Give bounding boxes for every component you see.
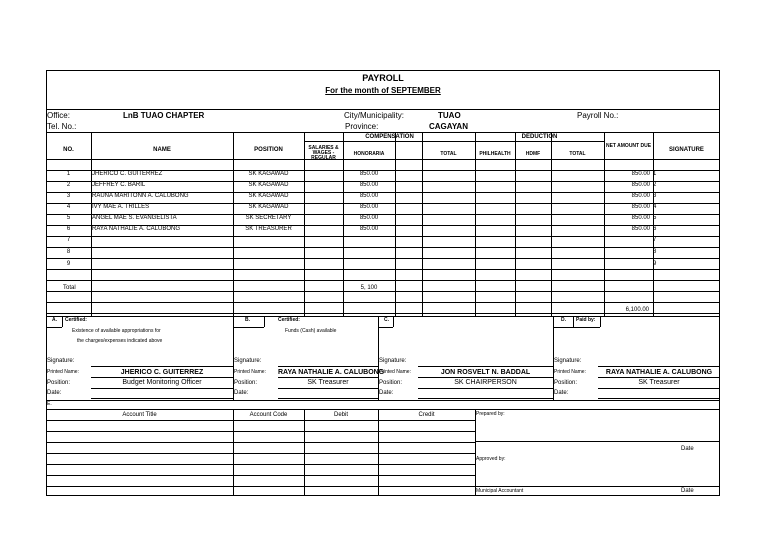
row-net-amount: 850.00 bbox=[631, 215, 650, 221]
row-no: 1 bbox=[66, 171, 71, 177]
cert-d-letter: D. bbox=[561, 317, 566, 323]
row-signature-number: 2 bbox=[653, 182, 657, 188]
table-row-line bbox=[46, 269, 720, 270]
row-net-amount: 850.00 bbox=[631, 204, 650, 210]
row-no: 3 bbox=[66, 193, 71, 199]
compensation-header: COMPENSATION bbox=[365, 134, 414, 140]
row-honoraria: 850.00 bbox=[359, 226, 379, 232]
row-position: SK SECRETARY bbox=[245, 215, 292, 221]
row-name: IVY MAE A. TRILLES bbox=[92, 204, 150, 210]
row-no: 4 bbox=[66, 204, 71, 210]
row-signature-number: 3 bbox=[653, 193, 657, 199]
row-position: SK KAGAWAD bbox=[248, 171, 289, 177]
table-row-line bbox=[46, 236, 720, 237]
journal-prepared-divider bbox=[475, 441, 720, 442]
table-row-line bbox=[46, 247, 720, 248]
signatory-position: SK Treasurer bbox=[307, 379, 349, 386]
row-name: JEFFREY C. BARIL bbox=[92, 182, 146, 188]
col-net-amount: NET AMOUNT DUE bbox=[605, 143, 652, 149]
row-net-amount: 850.00 bbox=[631, 193, 650, 199]
col-signature: SIGNATURE bbox=[669, 147, 704, 153]
printed-name-label: Printed Name: bbox=[554, 369, 586, 375]
journal-account-title: Account Title bbox=[122, 412, 157, 418]
journal-approved-by: Approved by: bbox=[476, 456, 506, 462]
date-label: Date: bbox=[47, 390, 62, 396]
position-label: Position: bbox=[47, 380, 71, 386]
position-label: Position: bbox=[234, 380, 258, 386]
row-net-amount: 850.00 bbox=[631, 182, 650, 188]
deduction-header: DEDUCTION bbox=[521, 134, 558, 140]
name-line bbox=[278, 377, 378, 378]
city-label: City/Municipality: bbox=[344, 111, 405, 120]
date-line bbox=[278, 398, 378, 399]
col-position: POSITION bbox=[254, 147, 283, 153]
province-label: Province: bbox=[345, 122, 379, 131]
date-line bbox=[418, 398, 553, 399]
journal-row-line bbox=[46, 464, 475, 465]
table-top-line bbox=[46, 132, 720, 133]
position-label: Position: bbox=[379, 380, 403, 386]
name-line bbox=[418, 377, 553, 378]
col-total: TOTAL bbox=[440, 151, 457, 157]
journal-credit: Credit bbox=[418, 412, 435, 418]
journal-debit: Debit bbox=[333, 412, 348, 418]
row-net-amount: 850.00 bbox=[631, 226, 650, 232]
signatory-name: JHERICO C. GUITERREZ bbox=[120, 369, 204, 376]
row-position: SK KAGAWAD bbox=[248, 182, 289, 188]
tel-label: Tel. No.: bbox=[47, 122, 77, 131]
cert-a-text2: the charges/expenses indicated above bbox=[77, 338, 163, 344]
printed-name-label: Printed Name: bbox=[379, 369, 411, 375]
row-no: 8 bbox=[66, 249, 71, 255]
journal-row-line bbox=[46, 453, 475, 454]
row-signature-number: 9 bbox=[653, 261, 657, 267]
row-position: SK KAGAWAD bbox=[248, 193, 289, 199]
cert-b-text: Funds (Cash) available bbox=[285, 328, 337, 334]
col-philhealth: PHILHEALTH bbox=[479, 151, 511, 157]
row-signature-number: 4 bbox=[653, 204, 657, 210]
journal-account-code: Account Code bbox=[249, 412, 288, 418]
payroll-no-label: Payroll No.: bbox=[577, 111, 619, 120]
signature-label: Signature: bbox=[554, 358, 582, 364]
cert-a-letter: A. bbox=[52, 317, 57, 323]
signature-line bbox=[598, 366, 720, 367]
form-subtitle: For the month of SEPTEMBER bbox=[325, 86, 441, 95]
city-value: TUAO bbox=[438, 111, 461, 120]
table-row-line bbox=[46, 291, 720, 292]
journal-row-line bbox=[46, 420, 475, 421]
row-net-amount: 850.00 bbox=[631, 171, 650, 177]
total-label: Total bbox=[63, 285, 76, 291]
col-hdmf: HDMF bbox=[525, 151, 541, 157]
cert-a-text1: Existence of available appropriations for bbox=[72, 328, 161, 334]
signatory-position: SK Treasurer bbox=[638, 379, 680, 386]
col-name: NAME bbox=[153, 147, 171, 153]
row-honoraria: 850.00 bbox=[359, 215, 379, 221]
office-value: LnB TUAO CHAPTER bbox=[123, 111, 205, 120]
position-label: Position: bbox=[554, 380, 578, 386]
col-honoraria: HONORARIA bbox=[353, 151, 385, 157]
province-value: CAGAYAN bbox=[429, 122, 468, 131]
signature-line bbox=[91, 366, 233, 367]
journal-date-2: Date bbox=[681, 488, 694, 494]
row-signature-number: 6 bbox=[653, 226, 657, 232]
table-row-line bbox=[46, 159, 720, 160]
row-signature-number: 7 bbox=[653, 237, 657, 243]
total-net: 6,100.00 bbox=[625, 307, 649, 313]
row-no: 6 bbox=[66, 226, 71, 232]
printed-name-label: Printed Name: bbox=[47, 369, 79, 375]
journal-row-line bbox=[46, 431, 475, 432]
date-line bbox=[91, 398, 233, 399]
date-line bbox=[598, 398, 720, 399]
signature-label: Signature: bbox=[234, 358, 262, 364]
col-salaries: SALARIES & WAGES - REGULAR bbox=[308, 145, 339, 161]
header-divider bbox=[46, 109, 720, 110]
cert-a-label: Certified: bbox=[65, 317, 87, 323]
journal-row-line bbox=[46, 442, 475, 443]
col-total-deduction: TOTAL bbox=[569, 151, 586, 157]
signatory-name: RAYA NATHALIE A. CALUBONG bbox=[278, 369, 385, 376]
row-name: RAYA NATHALIE A. CALUBONG bbox=[92, 226, 181, 232]
row-honoraria: 850.00 bbox=[359, 204, 379, 210]
position-line bbox=[598, 388, 720, 389]
row-no: 5 bbox=[66, 215, 71, 221]
row-position: SK KAGAWAD bbox=[248, 204, 289, 210]
row-signature-number: 5 bbox=[653, 215, 657, 221]
cert-c-letter: C. bbox=[384, 317, 389, 323]
date-label: Date: bbox=[554, 390, 569, 396]
row-position: SK TREASURER bbox=[245, 226, 292, 232]
col-no: NO. bbox=[63, 147, 74, 153]
signature-label: Signature: bbox=[47, 358, 75, 364]
journal-row-line bbox=[46, 486, 475, 487]
table-row-line bbox=[46, 258, 720, 259]
signatory-position: SK CHAIRPERSON bbox=[454, 379, 517, 386]
signatory-name: JON ROSVELT N. BADDAL bbox=[440, 369, 531, 376]
signature-line bbox=[278, 366, 378, 367]
section-e-letter: E. bbox=[47, 401, 52, 407]
row-honoraria: 850.00 bbox=[359, 182, 379, 188]
date-label: Date: bbox=[379, 390, 394, 396]
office-label: Office: bbox=[47, 111, 70, 120]
name-line bbox=[598, 377, 720, 378]
journal-prepared-by: Prepared by: bbox=[476, 411, 505, 417]
signatory-name: RAYA NATHALIE A. CALUBONG bbox=[605, 369, 713, 376]
signatory-position: Budget Monitoring Officer bbox=[122, 379, 202, 386]
row-signature-number: 8 bbox=[653, 249, 657, 255]
table-row-line bbox=[46, 280, 720, 281]
row-signature-number: 1 bbox=[653, 171, 657, 177]
signature-line bbox=[418, 366, 553, 367]
cert-b-label: Certified: bbox=[278, 317, 300, 323]
form-title: PAYROLL bbox=[362, 73, 404, 83]
position-line bbox=[418, 388, 553, 389]
cert-d-label: Paid by: bbox=[576, 317, 596, 323]
signature-label: Signature: bbox=[379, 358, 407, 364]
row-name: JHERICO C. GUITERREZ bbox=[92, 171, 163, 177]
row-name: ANGEL MAE S. EVANGELISTA bbox=[92, 215, 177, 221]
total-honoraria: 5, 100 bbox=[360, 285, 378, 291]
position-line bbox=[278, 388, 378, 389]
journal-approved-divider bbox=[475, 486, 720, 487]
table-row-line bbox=[46, 313, 720, 314]
row-honoraria: 850.00 bbox=[359, 193, 379, 199]
journal-date-1: Date bbox=[681, 446, 694, 452]
position-line bbox=[91, 388, 233, 389]
row-name: RAUNA MARITONN A. CALUBONG bbox=[92, 193, 189, 199]
row-no: 9 bbox=[66, 261, 71, 267]
date-label: Date: bbox=[234, 390, 249, 396]
printed-name-label: Printed Name: bbox=[234, 369, 266, 375]
name-line bbox=[91, 377, 233, 378]
cert-b-letter: B. bbox=[245, 317, 250, 323]
row-no: 2 bbox=[66, 182, 71, 188]
row-honoraria: 850.00 bbox=[359, 171, 379, 177]
journal-municipal-accountant: Municipal Accountant bbox=[476, 488, 524, 494]
journal-row-line bbox=[46, 475, 475, 476]
table-row-line bbox=[46, 302, 720, 303]
row-no: 7 bbox=[66, 237, 71, 243]
